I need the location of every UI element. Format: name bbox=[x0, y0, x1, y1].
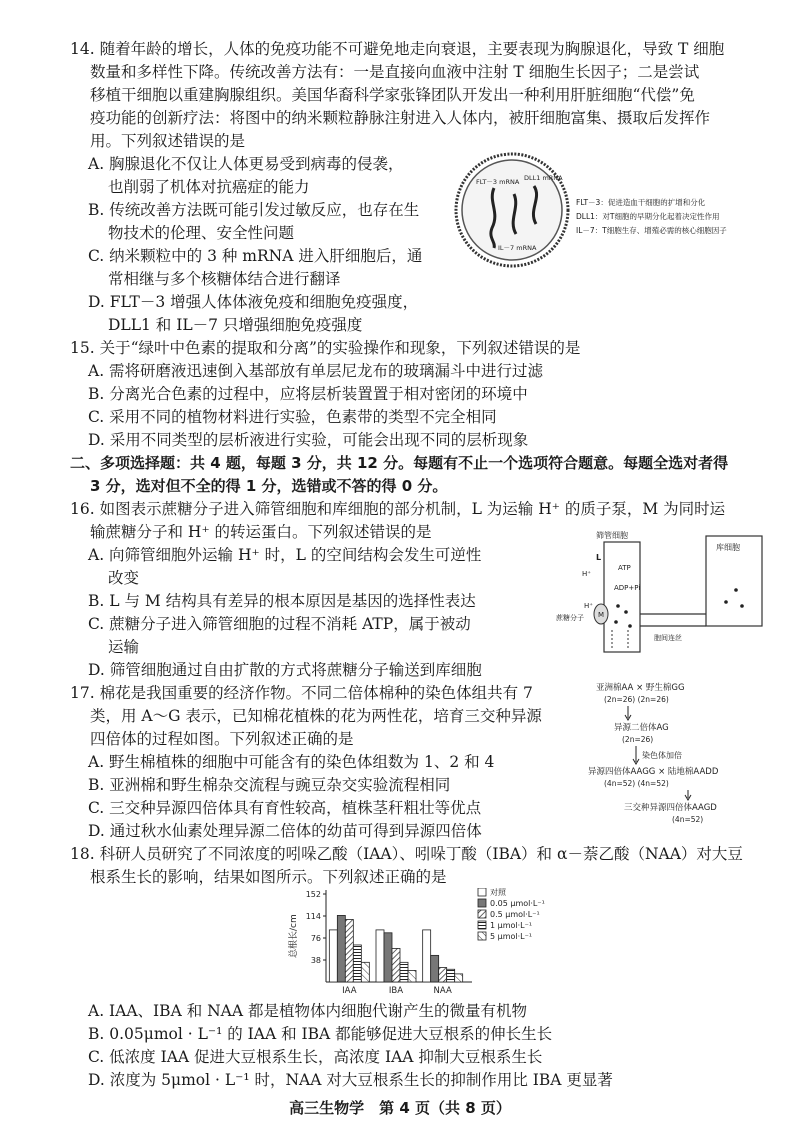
q16-option-a: A. 向筛管细胞外运输 H⁺ 时，L 的空间结构会发生可逆性 bbox=[88, 546, 482, 564]
q14-note-dll1: DLL1：对T细胞的早期分化起着决定性作用 bbox=[576, 212, 720, 221]
q16-option-c: C. 蔗糖分子进入筛管细胞的过程不消耗 ATP，属于被动 bbox=[88, 615, 471, 633]
chart-bar bbox=[384, 933, 392, 982]
chart-category-label: IBA bbox=[388, 986, 404, 996]
q17-stem: 17. 棉花是我国重要的经济作物。不同二倍体棉种的染色体组共有 7 bbox=[70, 684, 533, 702]
q17-option-c: C. 三交种异源四倍体具有育性较高，植株茎秆粗壮等优点 bbox=[88, 799, 482, 817]
q17-stem-cont: 四倍体的过程如图。下列叙述正确的是 bbox=[90, 730, 354, 748]
chart-bar bbox=[400, 962, 408, 982]
q14-stem-line: 移植干细胞以重建胸腺组织。美国华裔科学家张锋团队开发出一种利用肝脏细胞“代偿”免 bbox=[90, 86, 695, 104]
q18-option-a: A. IAA、IBA 和 NAA 都是植物体内细胞代谢产生的微量有机物 bbox=[88, 1002, 527, 1020]
chart-legend-swatch bbox=[478, 910, 486, 918]
q14-option-c-cont: 常相继与多个核糖体结合进行翻译 bbox=[108, 270, 341, 288]
q15-option-a: A. 需将研磨液迅速倒入基部放有单层尼龙布的玻璃漏斗中进行过滤 bbox=[88, 362, 544, 380]
chart-legend-swatch bbox=[478, 899, 486, 907]
chart-legend-label: 对照 bbox=[490, 888, 506, 897]
chart-bar bbox=[361, 962, 369, 982]
q18-option-d: D. 浓度为 5μmol · L⁻¹ 时，NAA 对大豆根系生长的抑制作用比 IBA 更显著 bbox=[88, 1071, 613, 1089]
q17-option-d: D. 通过秋水仙素处理异源二倍体的幼苗可得到异源四倍体 bbox=[88, 822, 482, 840]
flt3-label: FLT－3 mRNA bbox=[476, 178, 520, 186]
chart-category-label: IAA bbox=[342, 986, 357, 996]
q15-option-d: D. 采用不同类型的层析液进行实验，可能会出现不同的层析现象 bbox=[88, 431, 529, 449]
h-plus-label-top: H⁺ bbox=[582, 570, 591, 578]
cotton-row4n: (4n=52) bbox=[672, 815, 704, 824]
cotton-row1n: (2n=26) (2n=26) bbox=[604, 695, 669, 704]
chart-ylabel: 总根长/cm bbox=[289, 914, 299, 958]
q17-option-b: B. 亚洲棉和野生棉杂交流程与豌豆杂交实验流程相同 bbox=[88, 776, 451, 794]
q14-stem-line: 疫功能的创新疗法：将图中的纳米颗粒静脉注射进入人体内，被肝细胞富集、摄取后发挥作 bbox=[90, 109, 711, 127]
chart-legend-swatch bbox=[478, 921, 486, 929]
q17-option-a: A. 野生棉植株的细胞中可能含有的染色体组数为 1、2 和 4 bbox=[88, 753, 495, 771]
dll1-label: DLL1 mRNA bbox=[524, 174, 563, 182]
chart-bar bbox=[447, 969, 455, 982]
atp-label: ATP bbox=[618, 564, 631, 572]
q18-stem: 18. 科研人员研究了不同浓度的吲哚乙酸（IAA）、吲哚丁酸（IBA）和 α－萘乙酸（NAA）对大豆 bbox=[70, 845, 743, 863]
q14-stem-line: 用。下列叙述错误的是 bbox=[90, 132, 246, 150]
q14-option-c: C. 纳米颗粒中的 3 种 mRNA 进入肝细胞后，通 bbox=[88, 247, 423, 265]
q14-option-d: D. FLT－3 增强人体体液免疫和细胞免疫强度， bbox=[88, 293, 419, 311]
q14-stem-line: 数量和多样性下降。传统改善方法有：一是直接向血液中注射 T 细胞生长因子；二是尝试 bbox=[90, 63, 700, 81]
cotton-breeding-figure bbox=[588, 680, 768, 830]
q15-option-c: C. 采用不同的植物材料进行实验，色素带的类型不完全相同 bbox=[88, 408, 497, 426]
chart-y-tick-label: 114 bbox=[305, 912, 321, 921]
page-footer: 高三生物学 第 4 页（共 8 页） bbox=[289, 1099, 511, 1117]
q16-option-d: D. 筛管细胞通过自由扩散的方式将蔗糖分子输送到库细胞 bbox=[88, 661, 482, 679]
q15-stem: 15. 关于“绿叶中色素的提取和分离”的实验操作和现象，下列叙述错误的是 bbox=[70, 339, 581, 357]
cotton-row3: 异源四倍体AAGG × 陆地棉AADD bbox=[588, 767, 719, 777]
root-length-chart bbox=[282, 888, 572, 996]
chart-legend-label: 5 μmol·L⁻¹ bbox=[490, 932, 533, 941]
cotton-row4: 三交种异源四倍体AAGD bbox=[624, 803, 717, 813]
q16-stem: 16. 如图表示蔗糖分子进入筛管细胞和库细胞的部分机制，L 为运输 H⁺ 的质子泵，M 为同时运 bbox=[70, 500, 726, 518]
chart-bar bbox=[431, 955, 439, 982]
chart-y-tick-label: 76 bbox=[310, 934, 321, 943]
nanoparticle-figure bbox=[452, 150, 572, 270]
chart-legend-swatch bbox=[478, 932, 486, 940]
q14-option-a-cont: 也削弱了机体对抗癌症的能力 bbox=[108, 178, 310, 196]
cotton-row3n: (4n=52) (4n=52) bbox=[604, 779, 669, 788]
chart-legend-swatch bbox=[478, 888, 486, 896]
section2-heading-cont: 3 分，选对但不全的得 1 分，选错或不答的得 0 分。 bbox=[90, 477, 448, 495]
il7-label: IL－7 mRNA bbox=[498, 244, 537, 252]
q14-stem-line: 14. 随着年龄的增长，人体的免疫功能不可避免地走向衰退，主要表现为胸腺退化，导致 T 细胞 bbox=[70, 40, 725, 58]
cotton-row1: 亚洲棉AA × 野生棉GG bbox=[596, 683, 685, 693]
q16-option-c-cont: 运输 bbox=[108, 638, 140, 656]
chart-bar bbox=[337, 915, 345, 982]
cotton-step: 染色体加倍 bbox=[642, 751, 682, 760]
adp-label: ADP+Pi bbox=[614, 584, 641, 592]
q15-option-b: B. 分离光合色素的过程中，应将层析装置置于相对密闭的环境中 bbox=[88, 385, 528, 403]
chart-bar bbox=[439, 968, 447, 982]
q18-option-b: B. 0.05μmol · L⁻¹ 的 IAA 和 IBA 都能够促进大豆根系的伸长生长 bbox=[88, 1025, 553, 1043]
q18-option-c: C. 低浓度 IAA 促进大豆根系生长，高浓度 IAA 抑制大豆根系生长 bbox=[88, 1048, 543, 1066]
chart-bar bbox=[329, 930, 337, 982]
sucrose-label: 蔗糖分子 bbox=[556, 614, 584, 622]
cotton-row2: 异源二倍体AG bbox=[614, 723, 669, 733]
sieve-cell-label: 筛管细胞 bbox=[596, 531, 628, 540]
q16-stem-cont: 输蔗糖分子和 H⁺ 的转运蛋白。下列叙述错误的是 bbox=[90, 523, 432, 541]
plasmodesmata-label: 胞间连丝 bbox=[654, 634, 682, 642]
m-label: M bbox=[598, 611, 605, 619]
h-plus-label-bottom: H⁺ bbox=[584, 602, 593, 610]
q18-stem-cont: 根系生长的影响，结果如图所示。下列叙述正确的是 bbox=[90, 868, 447, 886]
q14-note-flt3: FLT－3：促进造血干细胞的扩增和分化 bbox=[576, 198, 706, 207]
section2-heading: 二、多项选择题：共 4 题，每题 3 分，共 12 分。每题有不止一个选项符合题意。每题全选对者得 bbox=[70, 454, 729, 472]
chart-legend-label: 1 μmol·L⁻¹ bbox=[490, 921, 533, 930]
chart-bar bbox=[423, 930, 431, 982]
sink-cell-label: 库细胞 bbox=[716, 543, 740, 552]
chart-bar bbox=[345, 919, 353, 982]
nanoparticle-svg bbox=[452, 150, 572, 270]
sieve-tube-figure bbox=[556, 530, 766, 662]
chart-legend-label: 0.5 μmol·L⁻¹ bbox=[490, 910, 540, 919]
root-length-chart-svg bbox=[282, 888, 572, 996]
chart-y-tick-label: 152 bbox=[305, 890, 321, 899]
sieve-tube-svg bbox=[556, 530, 766, 662]
cotton-breeding-svg bbox=[588, 680, 768, 830]
q14-option-a: A. 胸腺退化不仅让人体更易受到病毒的侵袭， bbox=[88, 155, 404, 173]
chart-y-tick-label: 38 bbox=[310, 956, 321, 965]
q14-option-b: B. 传统改善方法既可能引发过敏反应，也存在生 bbox=[88, 201, 420, 219]
q16-option-a-cont: 改变 bbox=[108, 569, 140, 587]
chart-bar bbox=[392, 948, 400, 982]
q14-option-b-cont: 物技术的伦理、安全性问题 bbox=[108, 224, 295, 242]
l-label: L bbox=[596, 553, 602, 562]
chart-bar bbox=[455, 974, 463, 982]
q17-stem-cont: 类，用 A～G 表示，已知棉花植株的花为两性花，培育三交种异源 bbox=[90, 707, 542, 725]
chart-legend-label: 0.05 μmol·L⁻¹ bbox=[490, 899, 545, 908]
q16-option-b: B. L 与 M 结构具有差异的根本原因是基因的选择性表达 bbox=[88, 592, 476, 610]
q14-option-d-cont: DLL1 和 IL－7 只增强细胞免疫强度 bbox=[108, 316, 363, 334]
cotton-row2n: (2n=26) bbox=[622, 735, 654, 744]
chart-bar bbox=[376, 930, 384, 982]
chart-bar bbox=[408, 970, 416, 982]
q14-note-il7: IL－7：T细胞生存、增殖必需的核心细胞因子 bbox=[576, 226, 727, 235]
chart-category-label: NAA bbox=[433, 986, 452, 996]
chart-bar bbox=[353, 945, 361, 982]
